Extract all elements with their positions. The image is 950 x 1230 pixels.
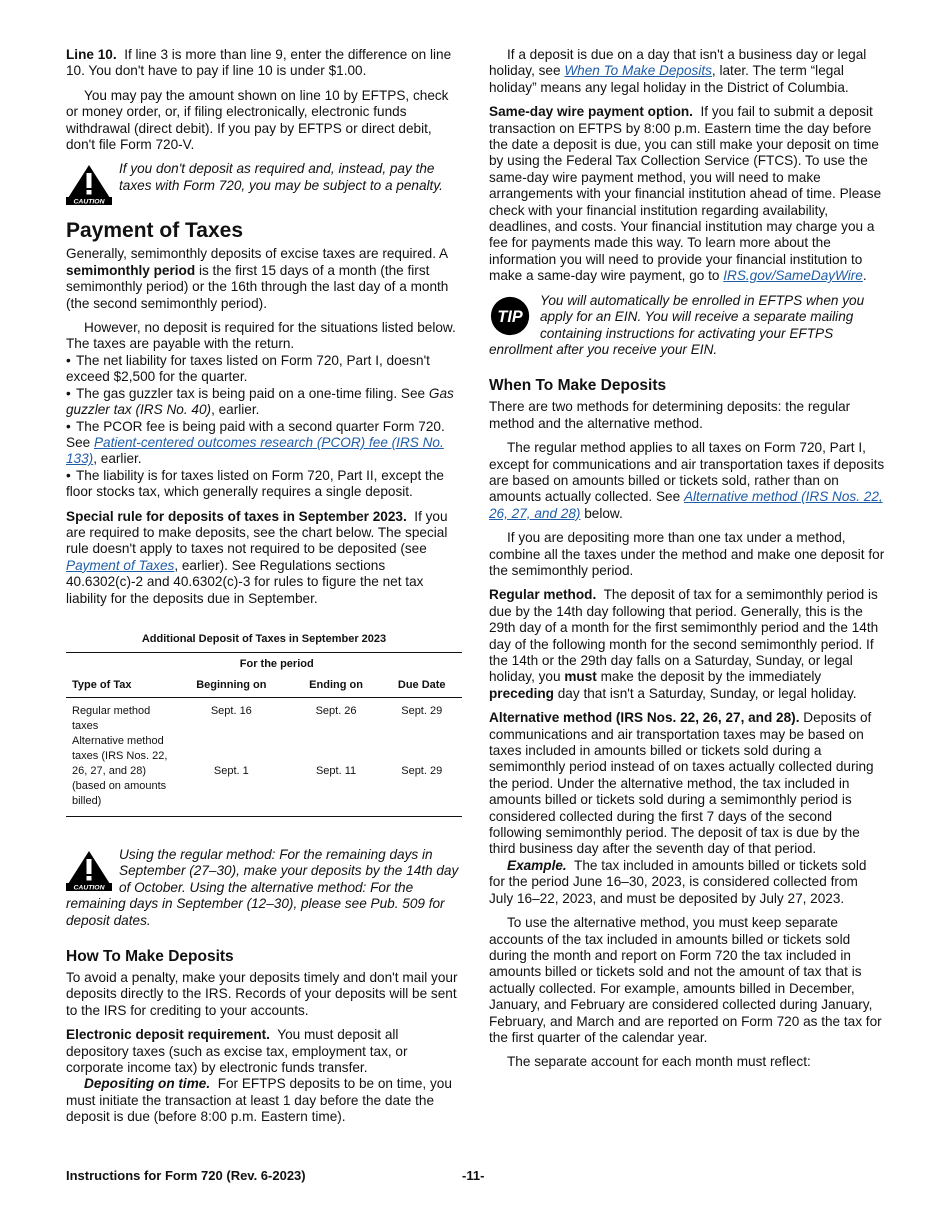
example-heading: Example.	[507, 857, 567, 873]
cell-beginning: Sept. 16	[210, 704, 252, 717]
alternative-text: Deposits of communications and air transportation taxes may be based on taxes included in amounts billed or tickets sold during a semimonthly period instead of on taxes actually collected during the period. Under the alternative method, the tax included in amounts billed or tickets sold during a semimonthly period is considered collected during the first 7 days of the second following semimonthly period. The deposit of tax is due by the third business day after the seventh day of that period.	[489, 710, 874, 857]
caution-icon-label: CAUTION	[73, 198, 105, 206]
col-header-ending: Ending on	[291, 675, 382, 698]
example-paragraph	[489, 858, 885, 907]
right-column	[489, 47, 885, 1079]
bullet-dot-icon: •	[66, 418, 71, 434]
cell-ending: Sept. 26	[315, 704, 357, 717]
regular-preceding: preceding	[489, 685, 554, 701]
gas-guzzler-ref: Gas guzzler tax (IRS No. 40)	[66, 385, 454, 418]
payment-paragraph-2: However, no deposit is required for the situations listed below. The taxes are payable with the return.	[66, 320, 456, 352]
special-rule-text-b: , earlier). See Regulations sections 40.6302(c)-2 and 40.6302(c)-3 for rules to figure the net tax liability for the deposits due in September.	[66, 557, 424, 606]
same-day-wire-link[interactable]: IRS.gov/SameDayWire	[723, 268, 863, 284]
on-time-text: For EFTPS deposits to be on time, you must initiate the transaction at least 1 day before the date the deposit is due (before 8:00 p.m. Eastern time).	[66, 1076, 452, 1125]
payment-heading: Payment of Taxes	[66, 219, 244, 243]
bullet-dot-icon: •	[66, 352, 71, 368]
cell-due: Sept. 29	[381, 734, 462, 817]
when-paragraph-3: If you are depositing more than one tax under a method, combine all the taxes under the method and make one deposit for the semimonthly period.	[489, 530, 885, 578]
how-to-heading: How To Make Deposits	[66, 948, 234, 965]
regular-text-c: day that isn't a Saturday, Sunday, or legal holiday.	[557, 685, 857, 701]
footer-page-number: -11-	[462, 1168, 485, 1183]
bullet-2-text-a: The gas guzzler tax is being paid on a one-time filing. See	[76, 385, 426, 401]
bullet-part-ii	[66, 468, 462, 501]
col-header-beginning: Beginning on	[172, 675, 291, 698]
line10-heading: Line 10.	[66, 47, 117, 62]
pay-paragraph: You may pay the amount shown on line 10 by EFTPS, check or money order, or, if filing electronically, electronic funds withdrawal (direct debit). If you pay by EFTPS or direct debit, don't file Form 720-V.	[66, 87, 449, 153]
payment-paragraph-1	[66, 246, 462, 312]
table-row	[66, 734, 462, 817]
table-title: Additional Deposit of Taxes in September 2023	[141, 632, 387, 645]
pcor-fee-link[interactable]: Patient-centered outcomes research (PCOR) fee (IRS No. 133)	[66, 434, 444, 467]
bullet-3-text-a: The PCOR fee is being paid with a second quarter Form 720. See	[66, 418, 445, 450]
caution-icon	[66, 163, 112, 205]
table-group-header: For the period	[172, 652, 381, 675]
tip-note	[489, 293, 885, 359]
regular-method-heading: Regular method.	[489, 587, 597, 603]
when-heading: When To Make Deposits	[489, 377, 667, 395]
caution-text-penalty: If you don't deposit as required and, instead, pay the taxes with Form 720, you may be subject to a penalty.	[119, 161, 443, 193]
bullet-dot-icon: •	[66, 467, 71, 483]
alternative-method-paragraph	[489, 710, 885, 858]
regular-method-paragraph	[489, 587, 885, 702]
when-paragraph-2	[489, 440, 885, 522]
cell-ending: Sept. 11	[291, 734, 382, 817]
regular-text-a: The deposit of tax for a semimonthly period is due by the 14th day following that period. Generally, this is the 29th day of a month for the first semimonthly period and the 14th day of the following month for the second semimonthly period. If the 14th or the 29th day falls on a Saturday, Sunday, or legal holiday, you	[489, 587, 879, 685]
on-time-heading: Depositing on time.	[84, 1076, 211, 1092]
alternative-method-link[interactable]: Alternative method (IRS Nos. 22, 26, 27, and 28)	[489, 489, 883, 521]
separate-account-paragraph: The separate account for each month must reflect:	[507, 1054, 811, 1070]
cell-type: Regular method taxes	[72, 704, 151, 732]
payment-p1-text-a: Generally, semimonthly deposits of excise taxes are required. A	[66, 246, 448, 262]
special-rule-heading: Special rule for deposits of taxes in September 2023.	[66, 508, 407, 524]
wire-text-end: .	[862, 268, 867, 284]
payment-of-taxes-link[interactable]: Payment of Taxes	[66, 557, 175, 573]
payment-p1-text-c: is the first 15 days of a month (the first semimonthly period) or the 16th through the last day of a month (the second semimonthly period).	[66, 262, 449, 311]
on-time-paragraph	[66, 1076, 462, 1125]
use-alternative-paragraph: To use the alternative method, you must keep separate accounts of the tax included in amounts billed or tickets sold during the month and report on Form 720 the tax included in amounts billed or tickets sold and not the amount of tax that is actually collected. For example, amounts billed in December, January, and February are considered collected during January, February, and March and are reported on Form 720 as the tax for the first quarter of the calendar year.	[489, 915, 882, 1045]
cell-type: Alternative method taxes (IRS Nos. 22, 26, 27, and 28) (based on amounts billed)	[66, 734, 172, 817]
wire-heading: Same-day wire payment option.	[489, 104, 693, 120]
caution-icon	[66, 849, 112, 891]
line10-paragraph	[66, 47, 462, 80]
footer-form-title: Instructions for Form 720 (Rev. 6-2023)	[66, 1168, 306, 1183]
table-row	[66, 697, 462, 734]
left-column	[66, 47, 462, 1134]
september-deposit-table	[66, 652, 462, 817]
semimonthly-period-term: semimonthly period	[66, 262, 196, 278]
when-p2-text-a: The regular method applies to all taxes on Form 720, Part I, except for communications and air transportation taxes if deposits are based on amounts billed or tickets sold, rather than on amounts actually collected. See	[489, 440, 885, 505]
holiday-text-b: , later. The term “legal holiday” means any legal holiday in the District of Columbia.	[489, 63, 849, 95]
regular-must: must	[564, 669, 597, 685]
bullet-dot-icon: •	[66, 385, 71, 401]
holiday-text-a: If a deposit is due on a day that isn't a business day or legal holiday, see	[489, 47, 867, 79]
bullet-pcor-fee	[66, 419, 462, 468]
electronic-heading: Electronic deposit requirement.	[66, 1027, 270, 1043]
tip-icon-label: TIP	[497, 307, 523, 326]
when-to-make-deposits-link[interactable]: When To Make Deposits	[564, 63, 712, 79]
caution-note-september	[66, 847, 462, 929]
bullet-gas-guzzler	[66, 386, 462, 419]
special-rule-paragraph	[66, 509, 462, 607]
caution-icon-label: CAUTION	[73, 884, 105, 891]
col-header-type: Type of Tax	[66, 675, 172, 698]
bullet-3-text-c: , earlier.	[93, 451, 142, 467]
when-p2-text-b: below.	[584, 505, 623, 521]
regular-text-b: make the deposit by the immediately	[600, 669, 822, 685]
bullet-1-text: The net liability for taxes listed on Form 720, Part I, doesn't exceed $2,500 for the quarter.	[66, 352, 430, 385]
wire-paragraph	[489, 104, 885, 284]
tip-text: You will automatically be enrolled in EFTPS when you apply for an EIN. You will receive a separate mailing containing instructions for activating your EFTPS enrollment after you receive your EIN.	[489, 292, 865, 357]
bullet-2-text-c: , earlier.	[211, 402, 260, 418]
alternative-method-heading: Alternative method (IRS Nos. 22, 26, 27, and 28).	[489, 710, 800, 726]
cell-beginning: Sept. 1	[172, 734, 291, 817]
holiday-paragraph	[489, 47, 885, 96]
caution-note-penalty	[66, 161, 462, 207]
col-header-due: Due Date	[381, 675, 462, 698]
cell-due: Sept. 29	[401, 704, 443, 717]
bullet-net-liability	[66, 353, 462, 386]
line10-text: If line 3 is more than line 9, enter the difference on line 10. You don't have to pay if line 10 is under $1.00.	[66, 47, 452, 79]
when-paragraph-1: There are two methods for determining deposits: the regular method and the alternative method.	[489, 399, 851, 431]
tip-icon	[489, 295, 533, 337]
example-text: The tax included in amounts billed or tickets sold for the period June 16–30, 2023, is considered collected from July 16–22, 2023, and must be deposited by July 27, 2023.	[489, 857, 867, 906]
bullet-4-text: The liability is for taxes listed on Form 720, Part II, except the floor stocks tax, which generally requires a single deposit.	[66, 467, 444, 500]
electronic-paragraph	[66, 1027, 462, 1076]
special-rule-text-a: If you are required to make deposits, see the chart below. The special rule doesn't apply to taxes not required to be deposited (see	[66, 508, 448, 557]
wire-text: If you fail to submit a deposit transaction on EFTPS by 8:00 p.m. Eastern time the day before the date a deposit is due, you can still make your deposit on time by using the Federal Tax Collection Service (FTCS). To use the same-day wire payment method, you will need to make arrangements with your financial institution ahead of time. Please check with your financial institution regarding availability, deadlines, and costs. Your financial institution may charge you a fee for payments made this way. To learn more about the information you will need to provide your financial institution to make a same-day wire payment, go to	[489, 104, 882, 284]
how-to-paragraph: To avoid a penalty, make your deposits timely and don't mail your deposits directly to the IRS. Records of your deposits will be sent to the IRS for crediting to your accounts.	[66, 970, 458, 1018]
electronic-text: You must deposit all depository taxes (such as excise tax, employment tax, or corporate income tax) by electronic funds transfer.	[66, 1027, 408, 1076]
caution-text-september: Using the regular method: For the remaining days in September (27–30), make your deposits by the 14th day of October. Using the alternative method: For the remaining days in September (12–30), please see Pub. 509 for deposit dates.	[66, 846, 459, 928]
